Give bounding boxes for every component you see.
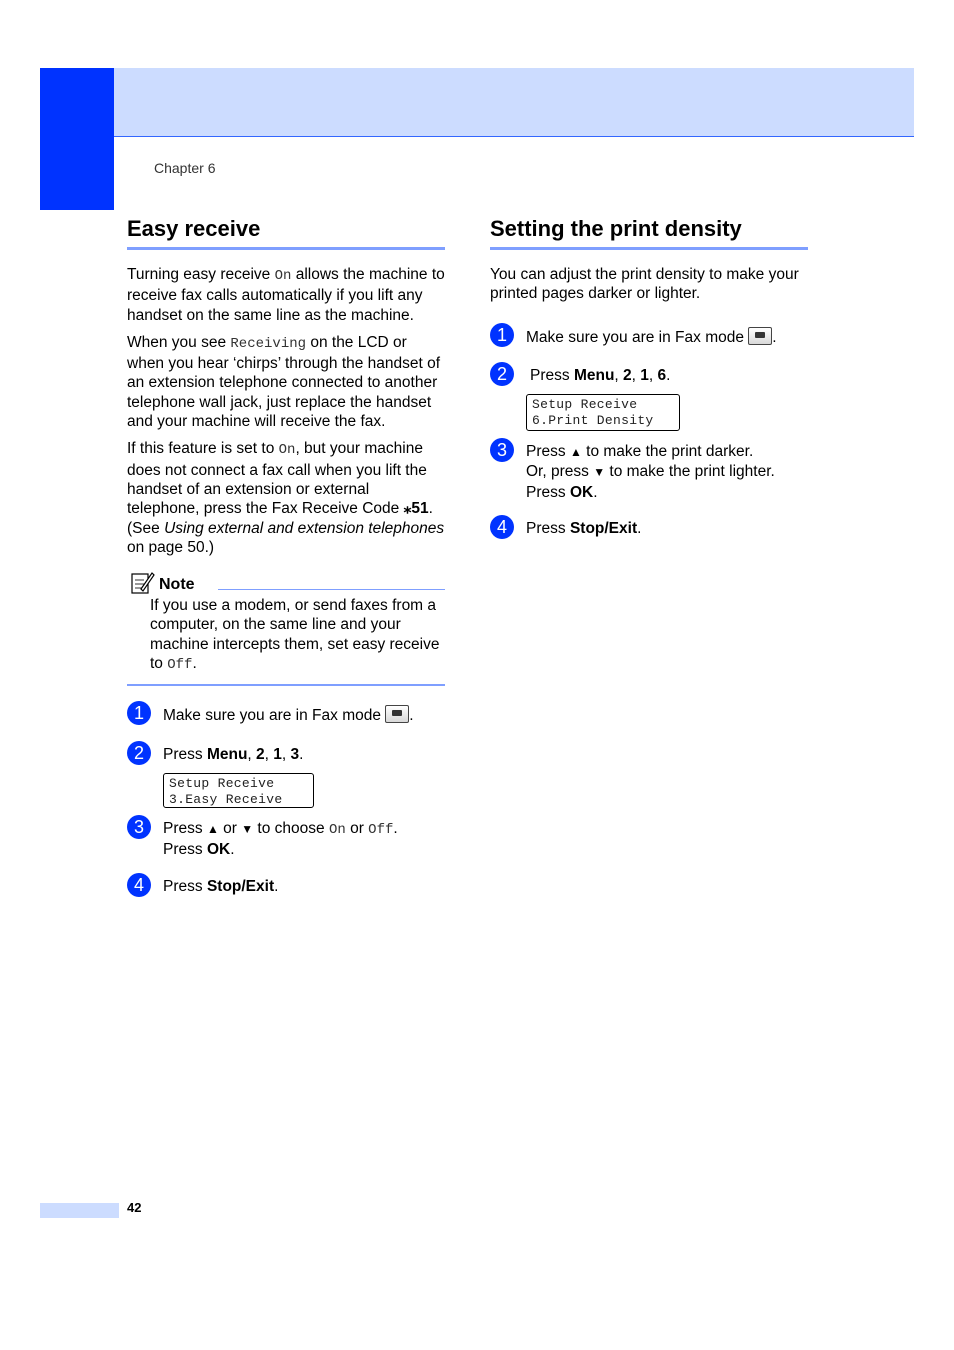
footer-bar xyxy=(40,1203,119,1218)
note-text: If you use a modem, or send faxes from a computer, on the same line and your machine intercepts them, set easy receive to Off. xyxy=(150,597,440,674)
fax-mode-icon xyxy=(748,327,772,345)
note-title: Note xyxy=(159,576,195,594)
step-number: 1 xyxy=(127,701,151,725)
note-divider-bottom xyxy=(127,684,445,686)
note-box xyxy=(127,571,445,686)
fax-mode-icon xyxy=(385,705,409,723)
paragraph: When you see Receiving on the LCD or when you hear ‘chirps’ through the handset of an extension telephone connected to another telephone wall jack, just replace the handset and your machine will receive the fax. xyxy=(127,333,441,431)
step-number: 4 xyxy=(490,515,514,539)
lcd-display: Setup Receive 3.Easy Receive xyxy=(163,773,314,808)
note-header xyxy=(127,571,445,595)
step: 4 Press Stop/Exit. xyxy=(127,877,445,896)
print-density-section xyxy=(490,214,808,538)
easy-receive-section xyxy=(127,214,445,896)
cross-reference-link[interactable]: Using external and extension telephones xyxy=(164,519,445,537)
step-number: 3 xyxy=(490,438,514,462)
step-number: 3 xyxy=(127,815,151,839)
paragraph: If this feature is set to On, but your machine does not connect a fax call when you lift the handset of an extension or external telephone, press the Fax Receive Code ⁎51. (See Using external and extension telephones on page 50.) xyxy=(127,440,445,556)
step-number: 2 xyxy=(127,741,151,765)
chapter-label: Chapter 6 xyxy=(154,160,216,176)
up-arrow-icon: ▲ xyxy=(569,445,582,460)
step: 3 Press ▲ to make the print darker. Or, press ▼ to make the print lighter. Press OK. xyxy=(490,442,808,502)
down-arrow-icon: ▼ xyxy=(593,465,606,480)
down-arrow-icon: ▼ xyxy=(241,821,254,836)
paragraph: Turning easy receive On allows the machine to receive fax calls automatically if you lift any handset on the same line as the machine. xyxy=(127,266,445,324)
step-number: 2 xyxy=(490,362,514,386)
section-title-easy-receive: Easy receive xyxy=(127,214,445,250)
step: 1 Make sure you are in Fax mode . xyxy=(490,327,808,347)
lcd-display: Setup Receive 6.Print Density xyxy=(526,394,680,431)
step-number: 1 xyxy=(490,323,514,347)
paragraph: You can adjust the print density to make your printed pages darker or lighter. xyxy=(490,266,799,303)
step: 2 Press Menu, 2, 1, 6. Setup Receive 6.Print Density xyxy=(490,366,808,431)
step-number: 4 xyxy=(127,873,151,897)
step: 2 Press Menu, 2, 1, 3. Setup Receive 3.Easy Receive xyxy=(127,745,445,808)
section-title-print-density: Setting the print density xyxy=(490,214,808,250)
step: 3 Press ▲ or ▼ to choose On or Off. Press OK. xyxy=(127,819,445,860)
step: 1 Make sure you are in Fax mode . xyxy=(127,705,445,725)
up-arrow-icon: ▲ xyxy=(206,821,219,836)
note-pencil-icon xyxy=(131,571,155,595)
step: 4 Press Stop/Exit. xyxy=(490,519,808,538)
note-divider xyxy=(218,589,445,590)
page-number: 42 xyxy=(127,1200,142,1215)
chapter-tab xyxy=(40,68,114,210)
header-band xyxy=(114,68,914,137)
